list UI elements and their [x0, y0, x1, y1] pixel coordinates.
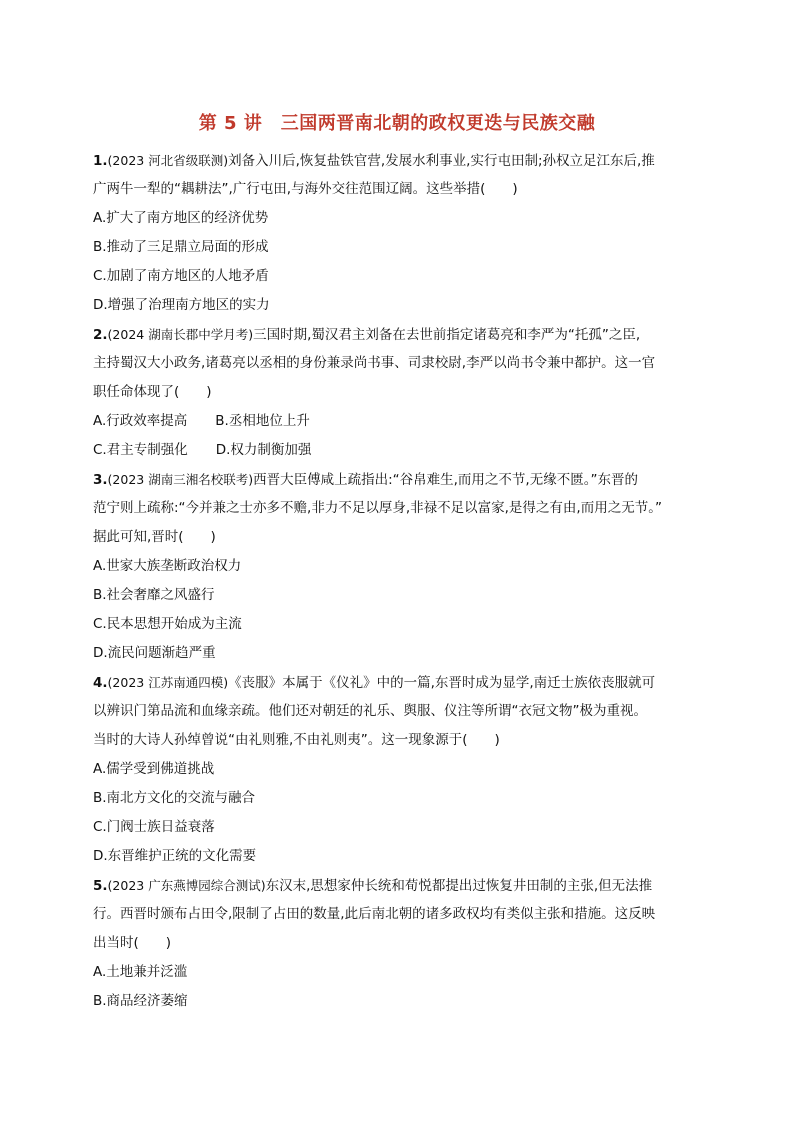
option-b[interactable]: B.推动了三足鼎立局面的形成 — [93, 239, 269, 255]
option-b[interactable]: B.南北方文化的交流与融合 — [93, 790, 256, 806]
question-stem-line — [93, 668, 723, 697]
question-stem-line — [93, 146, 723, 175]
question-source: (2023 湖南三湘名校联考) — [107, 472, 254, 487]
question-stem-line: 当时的大诗人孙绰曾说“由礼则雅,不由礼则夷”。这一现象源于( ) — [93, 732, 500, 748]
question-text: 《丧服》本属于《仪礼》中的一篇,东晋时成为显学,南迁士族依丧服就可 — [228, 675, 656, 691]
question-source: (2023 河北省级联测) — [107, 153, 229, 168]
option-d[interactable]: D.东晋维护正统的文化需要 — [93, 848, 257, 864]
option-a[interactable]: A.土地兼并泛滥 — [93, 964, 188, 980]
question-stem-line: 职任命体现了( ) — [93, 384, 212, 400]
question-text: 东汉末,思想家仲长统和荀悦都提出过恢复井田制的主张,但无法推 — [265, 878, 653, 894]
question-number: 4. — [93, 675, 108, 691]
question-stem-line — [93, 465, 723, 494]
question-4 — [93, 668, 723, 871]
question-number: 1. — [93, 153, 108, 169]
question-stem-line — [93, 871, 723, 900]
option-d[interactable]: D.增强了治理南方地区的实力 — [93, 297, 270, 313]
option-b[interactable]: B.丞相地位上升 — [215, 413, 310, 429]
option-c[interactable]: C.门阀士族日益衰落 — [93, 819, 215, 835]
option-b[interactable]: B.商品经济萎缩 — [93, 993, 188, 1009]
question-source: (2024 湖南长郡中学月考) — [107, 327, 254, 342]
question-5 — [93, 871, 723, 1016]
option-a[interactable]: A.行政效率提高 — [93, 413, 188, 429]
question-1 — [93, 146, 723, 320]
option-row — [93, 407, 723, 436]
question-number: 5. — [93, 878, 108, 894]
question-text: 西晋大臣傅咸上疏指出:“谷帛难生,而用之不节,无缘不匮。”东晋的 — [253, 472, 638, 488]
option-b[interactable]: B.社会奢靡之风盛行 — [93, 587, 215, 603]
question-stem-line — [93, 320, 723, 349]
option-a[interactable]: A.世家大族垄断政治权力 — [93, 558, 242, 574]
question-text: 三国时期,蜀汉君主刘备在去世前指定诸葛亮和李严为“托孤”之臣, — [253, 327, 641, 343]
question-stem-line: 主持蜀汉大小政务,诸葛亮以丞相的身份兼录尚书事、司隶校尉,李严以尚书令兼中都护。这一官 — [93, 355, 656, 371]
option-a[interactable]: A.儒学受到佛道挑战 — [93, 761, 215, 777]
question-stem-line: 范宁则上疏称:“今并兼之士亦多不赡,非力不足以厚身,非禄不足以富家,是得之有由,而用之无节。” — [93, 500, 662, 516]
option-row — [93, 436, 723, 465]
question-stem-line: 广两牛一犁的“耦耕法”,广行屯田,与海外交往范围辽阔。这些举措( ) — [93, 181, 518, 197]
question-text: 刘备入川后,恢复盐铁官营,发展水利事业,实行屯田制;孙权立足江东后,推 — [228, 153, 655, 169]
option-c[interactable]: C.君主专制强化 — [93, 442, 188, 458]
option-d[interactable]: D.权力制衡加强 — [215, 442, 312, 458]
question-stem-line: 行。西晋时颁布占田令,限制了占田的数量,此后南北朝的诸多政权均有类似主张和措施。这反映 — [93, 906, 656, 922]
question-number: 2. — [93, 327, 108, 343]
option-d[interactable]: D.流民问题渐趋严重 — [93, 645, 216, 661]
option-a[interactable]: A.扩大了南方地区的经济优势 — [93, 210, 269, 226]
question-source: (2023 广东燕博园综合测试) — [107, 878, 266, 893]
question-source: (2023 江苏南通四模) — [107, 675, 229, 690]
option-c[interactable]: C.加剧了南方地区的人地矛盾 — [93, 268, 269, 284]
question-number: 3. — [93, 472, 108, 488]
question-stem-line: 出当时( ) — [93, 935, 172, 951]
option-c[interactable]: C.民本思想开始成为主流 — [93, 616, 242, 632]
question-3 — [93, 465, 723, 668]
question-stem-line: 以辨识门第品流和血缘亲疏。他们还对朝廷的礼乐、舆服、仪注等所谓“衣冠文物”极为重视。 — [93, 703, 647, 719]
page-title: 第 5 讲 三国两晋南北朝的政权更迭与民族交融 — [198, 113, 596, 134]
question-list — [93, 146, 723, 1016]
question-stem-line: 据此可知,晋时( ) — [93, 529, 216, 545]
question-2 — [93, 320, 723, 465]
